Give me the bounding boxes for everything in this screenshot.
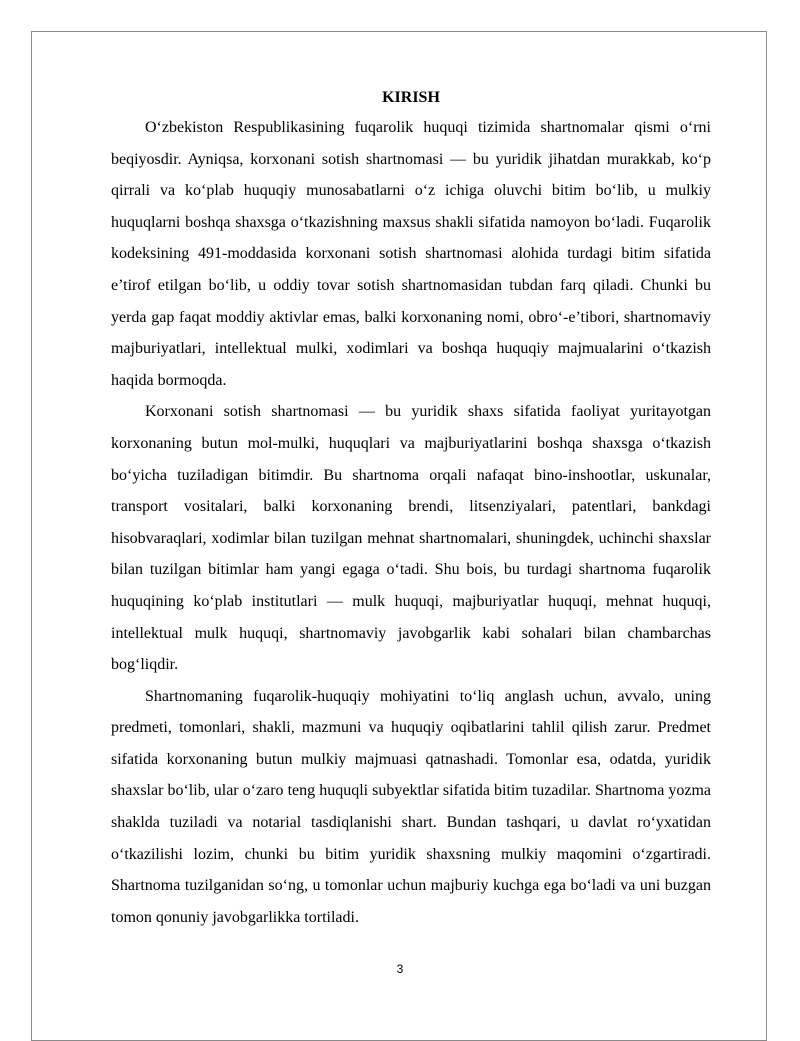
paragraph-1: O‘zbekiston Respublikasining fuqarolik huquqi tizimida shartnomalar qismi o‘rni beqiyosdir. Ayniqsa, korxonani sotish shartnomasi — bu yuridik jihatdan murakkab, ko‘p qirrali va ko‘plab huquqiy munosabatlarni o‘z ichiga oluvchi bitim bo‘lib, u mulkiy huquqlarni boshqa shaxsga o‘tkazishning maxsus shakli sifatida namoyon bo‘ladi. Fuqarolik kodeksining 491-moddasida korxonani sotish shartnomasi alohida turdagi bitim sifatida e’tirof etilgan bo‘lib, u oddiy tovar sotish shartnomasidan tubdan farq qiladi. Chunki bu yerda gap faqat moddiy aktivlar emas, balki korxonaning nomi, obro‘-e’tibori, shartnomaviy majburiyatlari, intellektual mulki, xodimlari va boshqa huquqiy majmualarini o‘tkazish haqida bormoqda. — [111, 119, 711, 389]
paragraph-3: Shartnomaning fuqarolik-huquqiy mohiyatini to‘liq anglash uchun, avvalo, uning predmeti, tomonlari, shakli, mazmuni va huquqiy oqibatlarini tahlil qilish zarur. Predmet sifatida korxonaning butun mulkiy majmuasi qatnashadi. Tomonlar esa, odatda, yuridik shaxslar bo‘lib, ular o‘zaro teng huquqli subyektlar sifatida bitim tuzadilar. Shartnoma yozma shaklda tuziladi va notarial tasdiqlanishi shart. Bundan tashqari, u davlat ro‘yxatidan o‘tkazilishi lozim, chunki bu bitim yuridik shaxsning mulkiy maqomini o‘zgartiradi. Shartnoma tuzilganidan so‘ng, u tomonlar uchun majburiy kuchga ega bo‘ladi va uni buzgan tomon qonuniy javobgarlikka tortiladi. — [111, 687, 711, 926]
paragraph-2: Korxonani sotish shartnomasi — bu yuridik shaxs sifatida faoliyat yuritayotgan korxonaning butun mol-mulki, huquqlari va majburiyatlarini boshqa shaxsga o‘tkazish bo‘yicha tuziladigan bitimdir. Bu shartnoma orqali nafaqat bino-inshootlar, uskunalar, transport vositalari, balki korxonaning brendi, litsenziyalari, patentlari, bankdagi hisobvaraqlari, xodimlar bilan tuzilgan mehnat shartnomalari, shuningdek, uchinchi shaxslar bilan tuzilgan bitimlar ham yangi egaga o‘tadi. Shu bois, bu turdagi shartnoma fuqarolik huquqining ko‘plab institutlari — mulk huquqi, majburiyatlar huquqi, mehnat huquqi, intellektual mulk huquqi, shartnomaviy javobgarlik kabi sohalari bilan chambarchas bog‘liqdir. — [111, 403, 711, 674]
page-content — [111, 86, 711, 933]
page-number: 3 — [396, 962, 404, 976]
section-title: KIRISH — [382, 89, 440, 106]
